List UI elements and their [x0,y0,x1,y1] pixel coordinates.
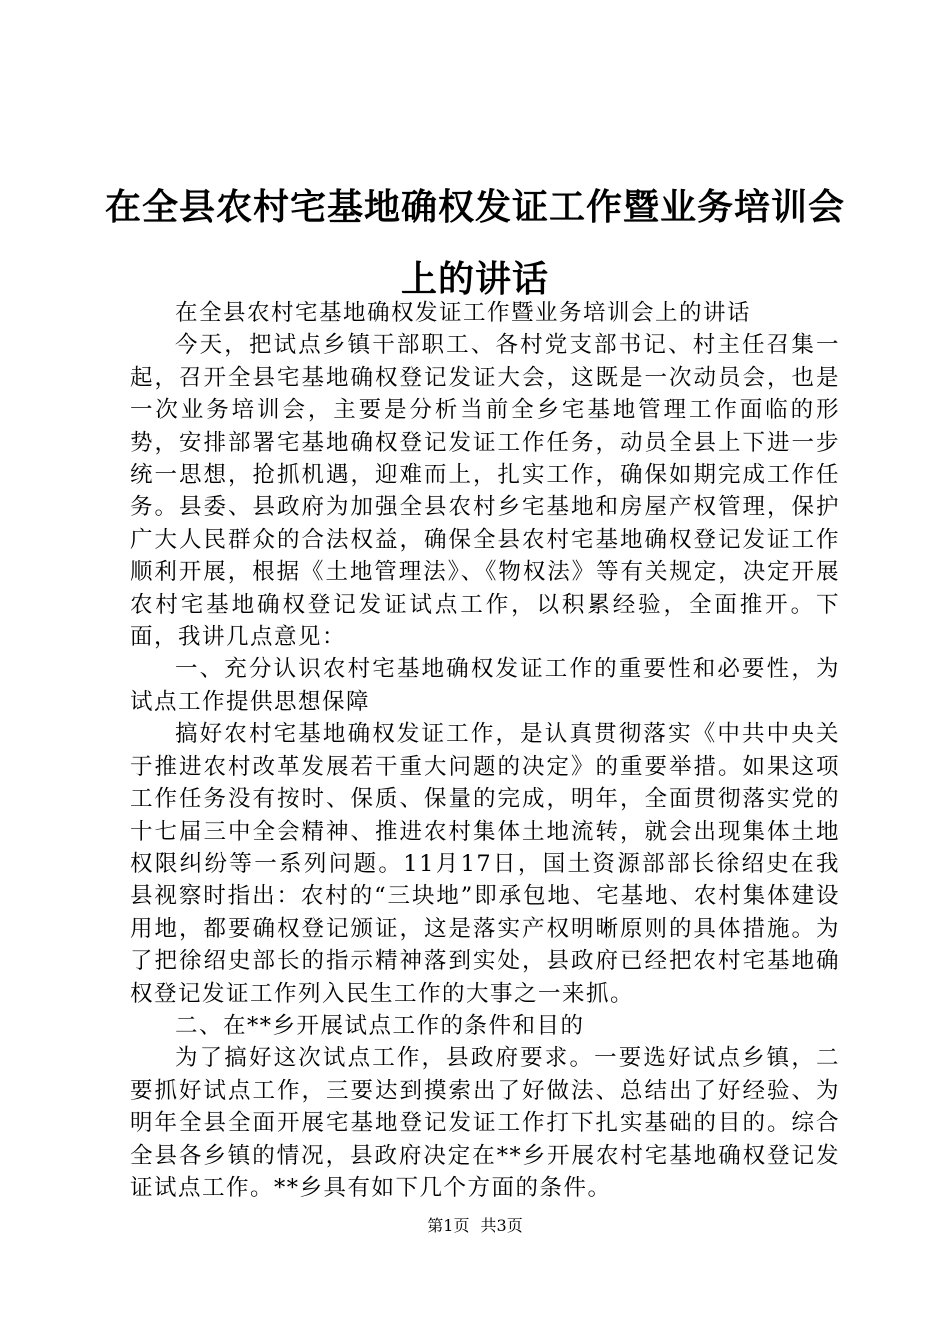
paragraph-section-2: 为了搞好这次试点工作，县政府要求。一要选好试点乡镇，二要抓好试点工作，三要达到摸索出了好做法、总结出了好经验、为明年全县全面开展宅基地登记发证工作打下扎实基础的目的。综合全县各乡镇的情况，县政府决定在**乡开展农村宅基地确权登记发证试点工作。**乡具有如下几个方面的条件。 [130,1045,840,1201]
page-footer [0,1216,950,1236]
page-number: 第1页 [427,1216,470,1235]
document-title [100,172,850,316]
paragraph-section-1: 搞好农村宅基地确权发证工作，是认真贯彻落实《中共中央关于推进农村改革发展若干重大问题的决定》的重要举措。如果这项工作任务没有按时、保质、保量的完成，明年，全面贯彻落实党的十七届三中全会精神、推进农村集体土地流转，就会出现集体土地权限纠纷等一系列问题。11月17日，国土资源部部长徐绍史在我县视察时指出：农村的“三块地”即承包地、宅基地、农村集体建设用地，都要确权登记颁证，这是落实产权明晰原则的具体措施。为了把徐绍史部长的指示精神落到实处，县政府已经把农村宅基地确权登记发证工作列入民生工作的大事之一来抓。 [130,721,840,1007]
paragraph-intro: 今天，把试点乡镇干部职工、各村党支部书记、村主任召集一起，召开全县宅基地确权登记发证大会，这既是一次动员会，也是一次业务培训会，主要是分析当前全乡宅基地管理工作面临的形势，安排部署宅基地确权登记发证工作任务，动员全县上下进一步统一思想，抢抓机遇，迎难而上，扎实工作，确保如期完成工作任务。县委、县政府为加强全县农村乡宅基地和房屋产权管理，保护广大人民群众的合法权益，确保全县农村宅基地确权登记发证工作顺利开展，根据《土地管理法》、《物权法》等有关规定，决定开展农村宅基地确权登记发证试点工作，以积累经验，全面推开。下面，我讲几点意见： [130,332,840,651]
title-line-2: 上的讲话 [400,259,549,300]
page-total: 共3页 [480,1216,523,1235]
title-line-1: 在全县农村宅基地确权发证工作暨业务培训会 [104,187,845,228]
section-heading-1: 一、充分认识农村宅基地确权发证工作的重要性和必要性，为试点工作提供思想保障 [130,656,840,715]
section-heading-2: 二、在**乡开展试点工作的条件和目的 [175,1012,585,1039]
paragraph-subtitle: 在全县农村宅基地确权发证工作暨业务培训会上的讲话 [175,300,752,326]
document-body [130,297,840,1204]
